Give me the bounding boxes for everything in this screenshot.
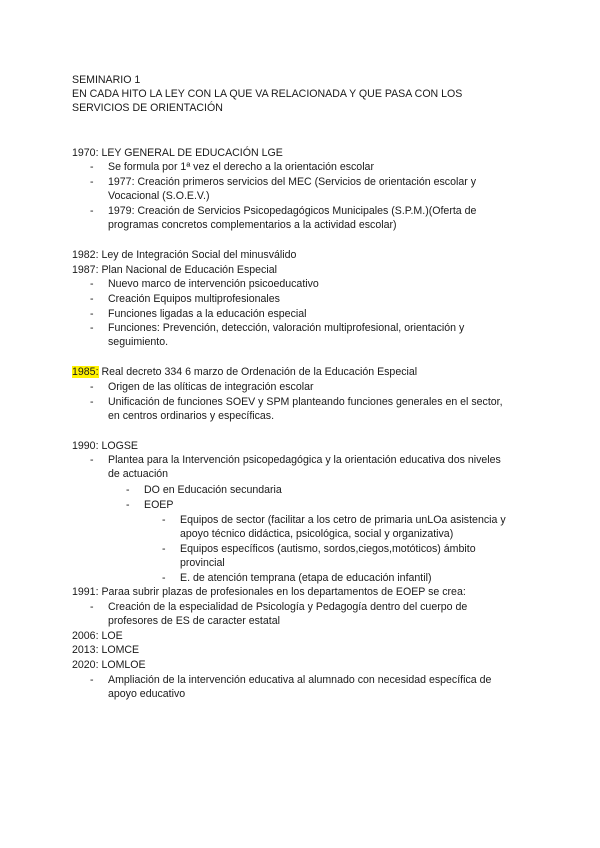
- seminar-subtitle-line-2: SERVICIOS DE ORIENTACIÓN: [72, 102, 223, 114]
- item-1970-1: Se formula por 1ª vez el derecho a la orientación escolar: [108, 161, 374, 173]
- bullet-dash: -: [90, 674, 94, 686]
- item-1970-2-line-1: 1977: Creación primeros servicios del MEC (Servicios de orientación escolar y: [108, 176, 476, 188]
- heading-2013: 2013: LOMCE: [72, 644, 140, 656]
- heading-1991: 1991: Paraa subrir plazas de profesionales en los departamentos de EOEP se crea:: [72, 586, 466, 598]
- heading-1987: 1987: Plan Nacional de Educación Especial: [72, 264, 277, 276]
- item-1985-2-line-1: Unificación de funciones SOEV y SPM planteando funciones generales en el sector,: [108, 396, 503, 408]
- item-1990-sub-2: EOEP: [144, 499, 174, 511]
- heading-2006: 2006: LOE: [72, 630, 123, 642]
- item-2020-1-line-2: apoyo educativo: [108, 688, 186, 700]
- item-1990-subsub-1-line-2: apoyo técnico didáctica, psicológica, social y organizativa): [180, 528, 454, 540]
- item-2020-1-line-1: Ampliación de la intervención educativa al alumnado con necesidad específica de: [108, 674, 492, 686]
- bullet-dash: -: [90, 601, 94, 613]
- highlighted-year-1985: 1985:: [72, 366, 99, 378]
- item-1990-1-line-1: Plantea para la Intervención psicopedagógica y la orientación educativa dos niveles: [108, 454, 501, 466]
- item-1985-2-line-2: en centros ordinarios y específicas.: [108, 410, 275, 422]
- heading-1982: 1982: Ley de Integración Social del minusválido: [72, 249, 297, 261]
- bullet-dash: -: [90, 176, 94, 188]
- item-1990-subsub-3: E. de atención temprana (etapa de educación infantil): [180, 572, 432, 584]
- bullet-dash: -: [126, 499, 130, 511]
- heading-1990: 1990: LOGSE: [72, 440, 138, 452]
- item-1991-1-line-2: profesores de ES de caracter estatal: [108, 615, 280, 627]
- bullet-dash: -: [90, 308, 94, 320]
- item-1985-1: Origen de las olíticas de integración escolar: [108, 381, 314, 393]
- bullet-dash: -: [90, 396, 94, 408]
- item-1990-subsub-2-line-2: provincial: [180, 557, 225, 569]
- seminar-subtitle-line-1: EN CADA HITO LA LEY CON LA QUE VA RELACIONADA Y QUE PASA CON LOS: [72, 88, 463, 100]
- item-1990-sub-1: DO en Educación secundaria: [144, 484, 282, 496]
- bullet-dash: -: [90, 293, 94, 305]
- item-1991-1-line-1: Creación de la especialidad de Psicología y Pedagogía dentro del cuerpo de: [108, 601, 468, 613]
- seminar-title: SEMINARIO 1: [72, 74, 141, 86]
- bullet-dash: -: [90, 205, 94, 217]
- bullet-dash: -: [162, 572, 166, 584]
- bullet-dash: -: [90, 278, 94, 290]
- item-1990-subsub-2-line-1: Equipos específicos (autismo, sordos,ciegos,motóticos) ámbito: [180, 543, 476, 555]
- item-1987-4-line-2: seguimiento.: [108, 336, 169, 348]
- item-1987-1: Nuevo marco de intervención psicoeducativo: [108, 278, 319, 290]
- bullet-dash: -: [162, 514, 166, 526]
- heading-2020: 2020: LOMLOE: [72, 659, 146, 671]
- item-1987-3: Funciones ligadas a la educación especial: [108, 308, 307, 320]
- heading-1985: [72, 365, 417, 379]
- heading-1970: 1970: LEY GENERAL DE EDUCACIÓN LGE: [72, 147, 283, 159]
- item-1987-2: Creación Equipos multiprofesionales: [108, 293, 280, 305]
- item-1970-3-line-2: programas concretos complementarios a la actividad escolar): [108, 219, 397, 231]
- item-1990-1-line-2: de actuación: [108, 468, 169, 480]
- heading-1985-text: Real decreto 334 6 marzo de Ordenación de la Educación Especial: [98, 366, 418, 378]
- bullet-dash: -: [126, 484, 130, 496]
- bullet-dash: -: [90, 161, 94, 173]
- bullet-dash: -: [90, 454, 94, 466]
- item-1970-2-line-2: Vocacional (S.O.E.V.): [108, 190, 210, 202]
- bullet-dash: -: [90, 322, 94, 334]
- bullet-dash: -: [162, 543, 166, 555]
- item-1990-subsub-1-line-1: Equipos de sector (facilitar a los cetro de primaria unLOa asistencia y: [180, 514, 506, 526]
- bullet-dash: -: [90, 381, 94, 393]
- item-1970-3-line-1: 1979: Creación de Servicios Psicopedagógicos Municipales (S.P.M.)(Oferta de: [108, 205, 477, 217]
- item-1987-4-line-1: Funciones: Prevención, detección, valoración multiprofesional, orientación y: [108, 322, 465, 334]
